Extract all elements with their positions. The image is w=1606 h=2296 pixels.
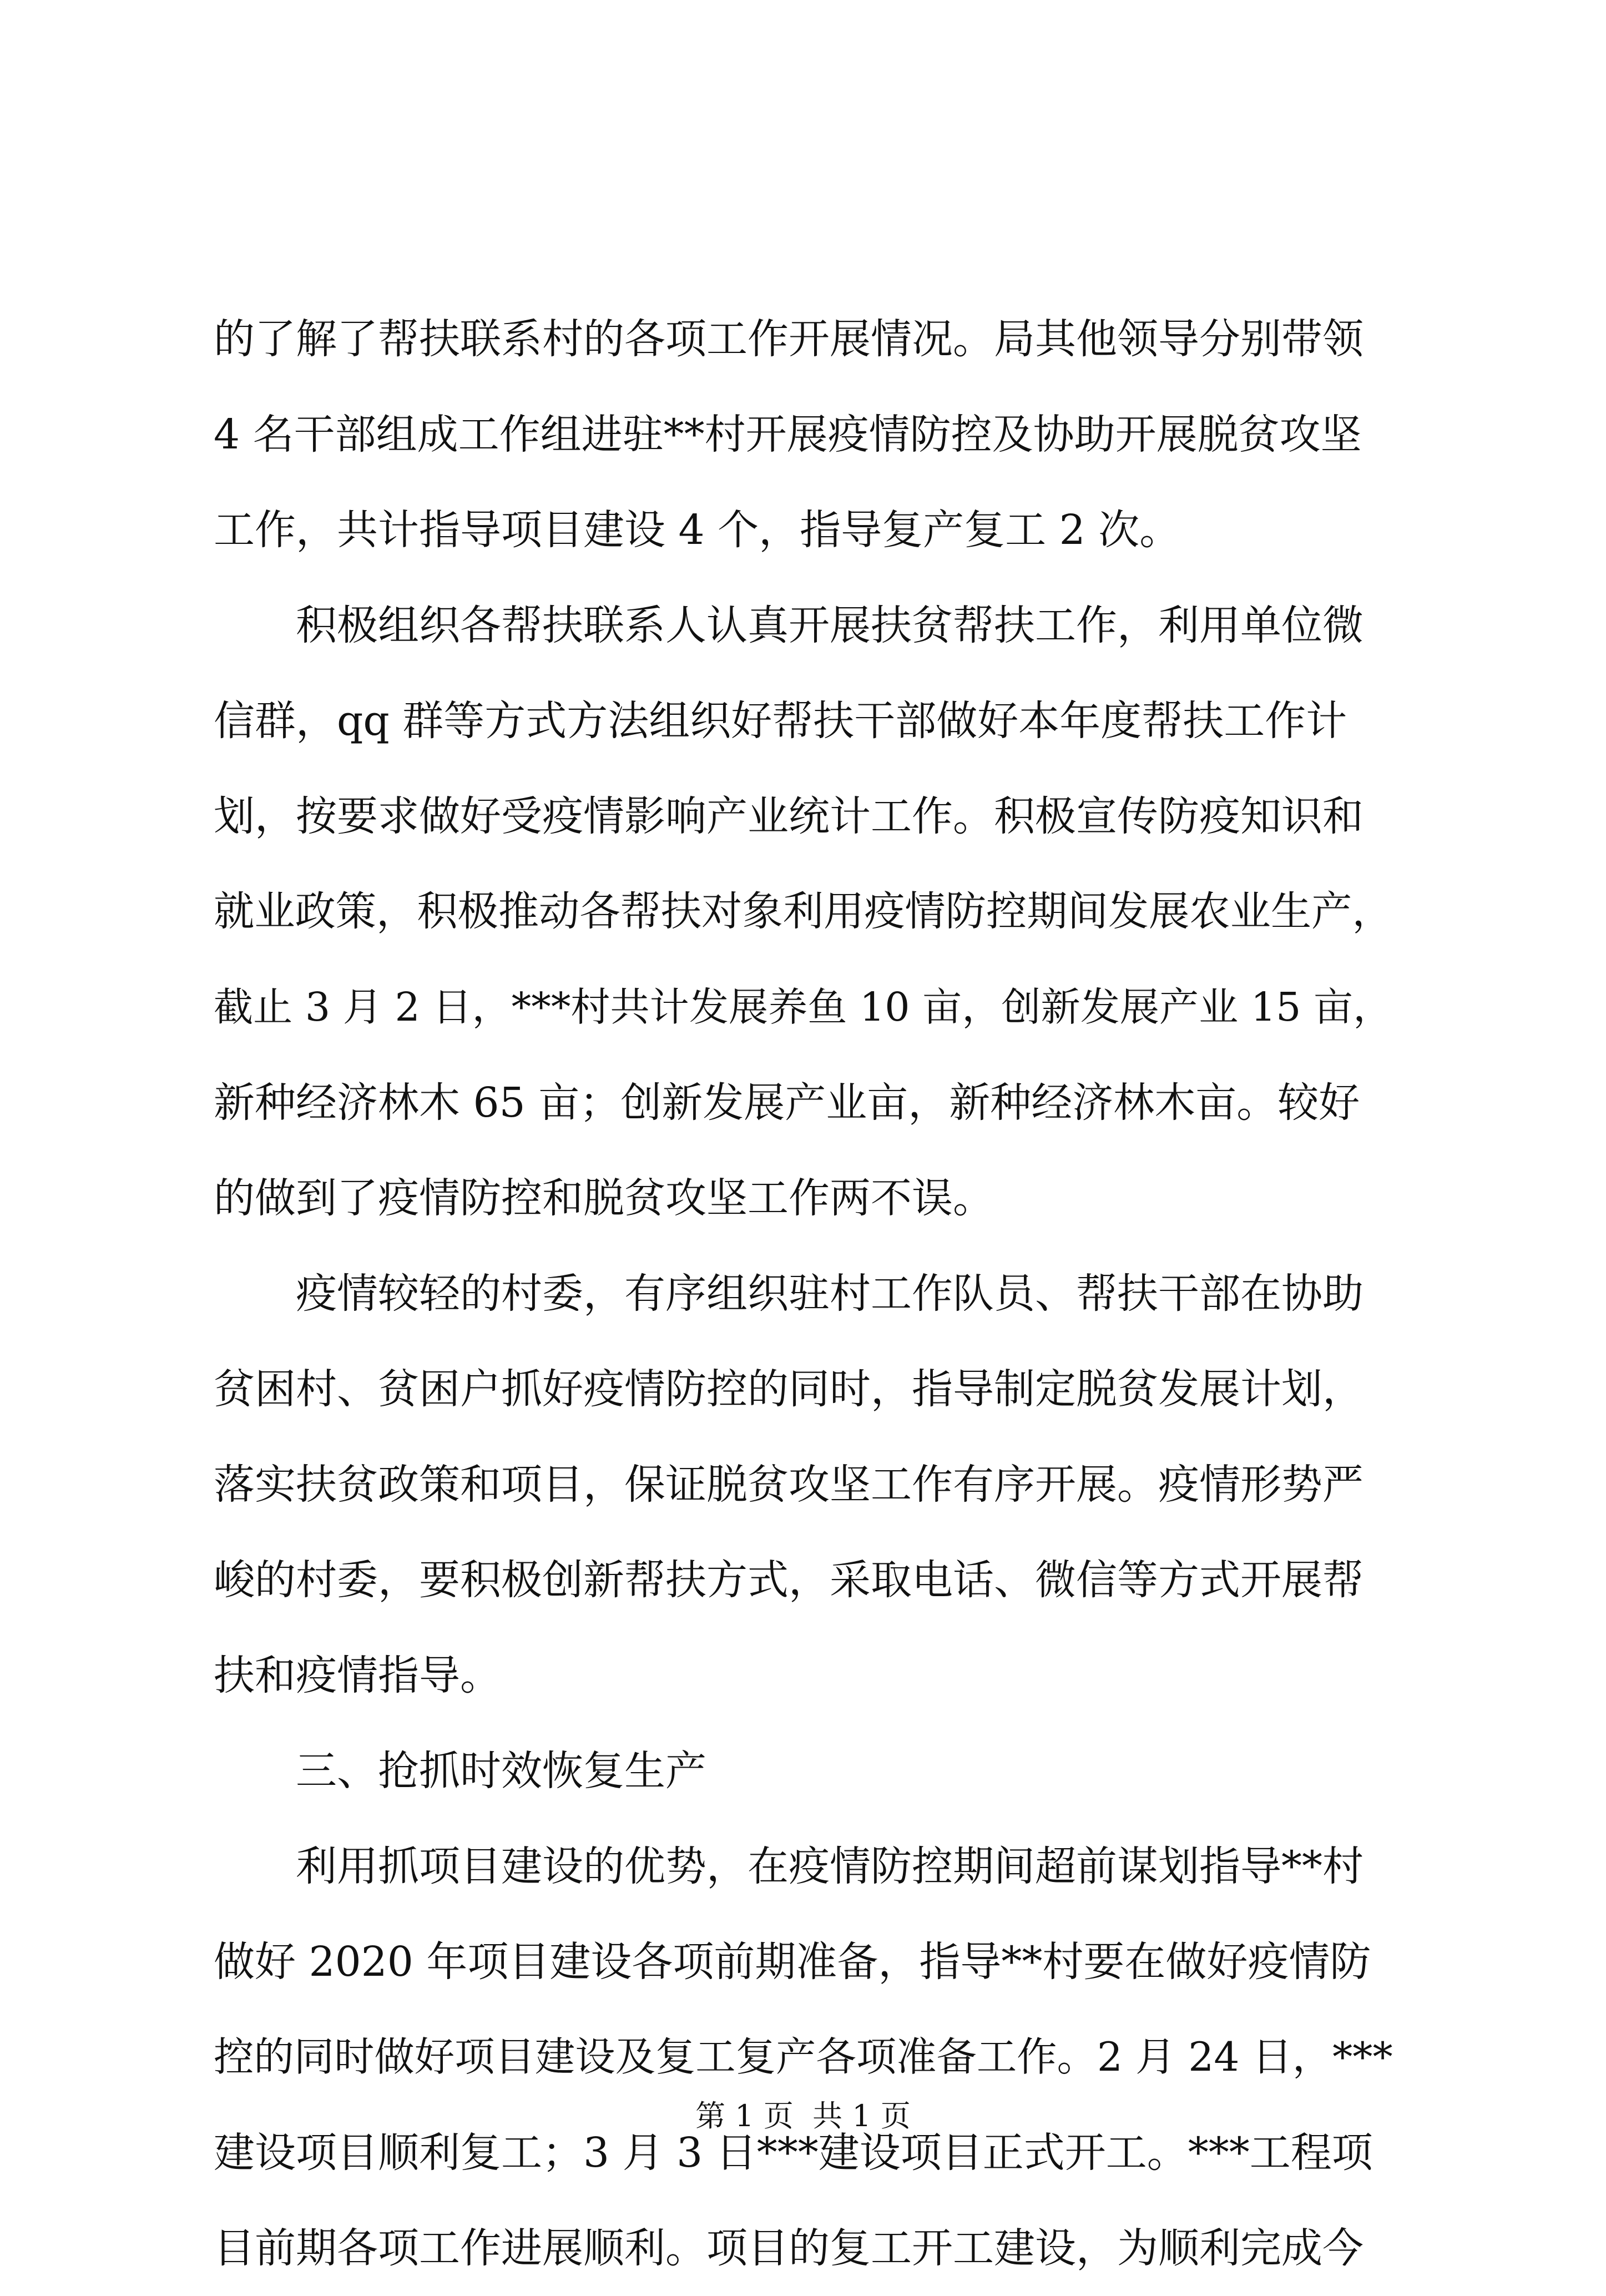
- text-line-3: 工作，共计指导项目建设 4 个，指导复产复工 2 次。: [214, 506, 1181, 554]
- text-line-10: 的做到了疫情防控和脱贫攻坚工作两不误。: [214, 1174, 994, 1222]
- text-line-18: 做好 2020 年项目建设各项前期准备，指导**村要在做好疫情防: [214, 1938, 1371, 1986]
- text-line-5: 信群，qq 群等方式方法组织好帮扶干部做好本年度帮扶工作计: [214, 697, 1347, 745]
- text-line-4: 积极组织各帮扶联系人认真开展扶贫帮扶工作，利用单位微: [214, 602, 1363, 649]
- text-line-1: 的了解了帮扶联系村的各项工作开展情况。局其他领导分别带领: [214, 315, 1363, 363]
- text-line-7: 就业政策，积极推动各帮扶对象利用疫情防控期间发展农业生产，: [214, 888, 1393, 935]
- section-heading: 三、抢抓时效恢复生产: [214, 1747, 706, 1795]
- page-footer: 第 1 页 共 1 页: [695, 2098, 911, 2133]
- text-line-11: 疫情较轻的村委，有序组织驻村工作队员、帮扶干部在协助: [214, 1270, 1363, 1318]
- text-line-19: 控的同时做好项目建设及复工复产各项准备工作。2 月 24 日，***: [214, 2034, 1393, 2081]
- text-line-14: 峻的村委，要积极创新帮扶方式，采取电话、微信等方式开展帮: [214, 1556, 1363, 1604]
- text-line-9: 新种经济林木 65 亩；创新发展产业亩，新种经济林木亩。较好: [214, 1079, 1360, 1127]
- text-line-12: 贫困村、贫困户抓好疫情防控的同时，指导制定脱贫发展计划，: [214, 1365, 1363, 1413]
- body-text: [214, 291, 1393, 2296]
- text-line-15: 扶和疫情指导。: [214, 1652, 501, 1699]
- text-line-20: 建设项目顺利复工；3 月 3 日***建设项目正式开工。***工程项: [214, 2129, 1373, 2177]
- text-line-17: 利用抓项目建设的优势，在疫情防控期间超前谋划指导**村: [214, 1843, 1363, 1890]
- text-line-8: 截止 3 月 2 日，***村共计发展养鱼 10 亩，创新发展产业 15 亩，: [214, 984, 1393, 1030]
- text-line-2: 4 名干部组成工作组进驻**村开展疫情防控及协助开展脱贫攻坚: [214, 411, 1362, 458]
- text-line-21: 目前期各项工作进展顺利。项目的复工开工建设，为顺利完成今: [214, 2224, 1363, 2272]
- text-line-13: 落实扶贫政策和项目，保证脱贫攻坚工作有序开展。疫情形势严: [214, 1461, 1363, 1508]
- text-line-6: 划，按要求做好受疫情影响产业统计工作。积极宣传防疫知识和: [214, 793, 1363, 840]
